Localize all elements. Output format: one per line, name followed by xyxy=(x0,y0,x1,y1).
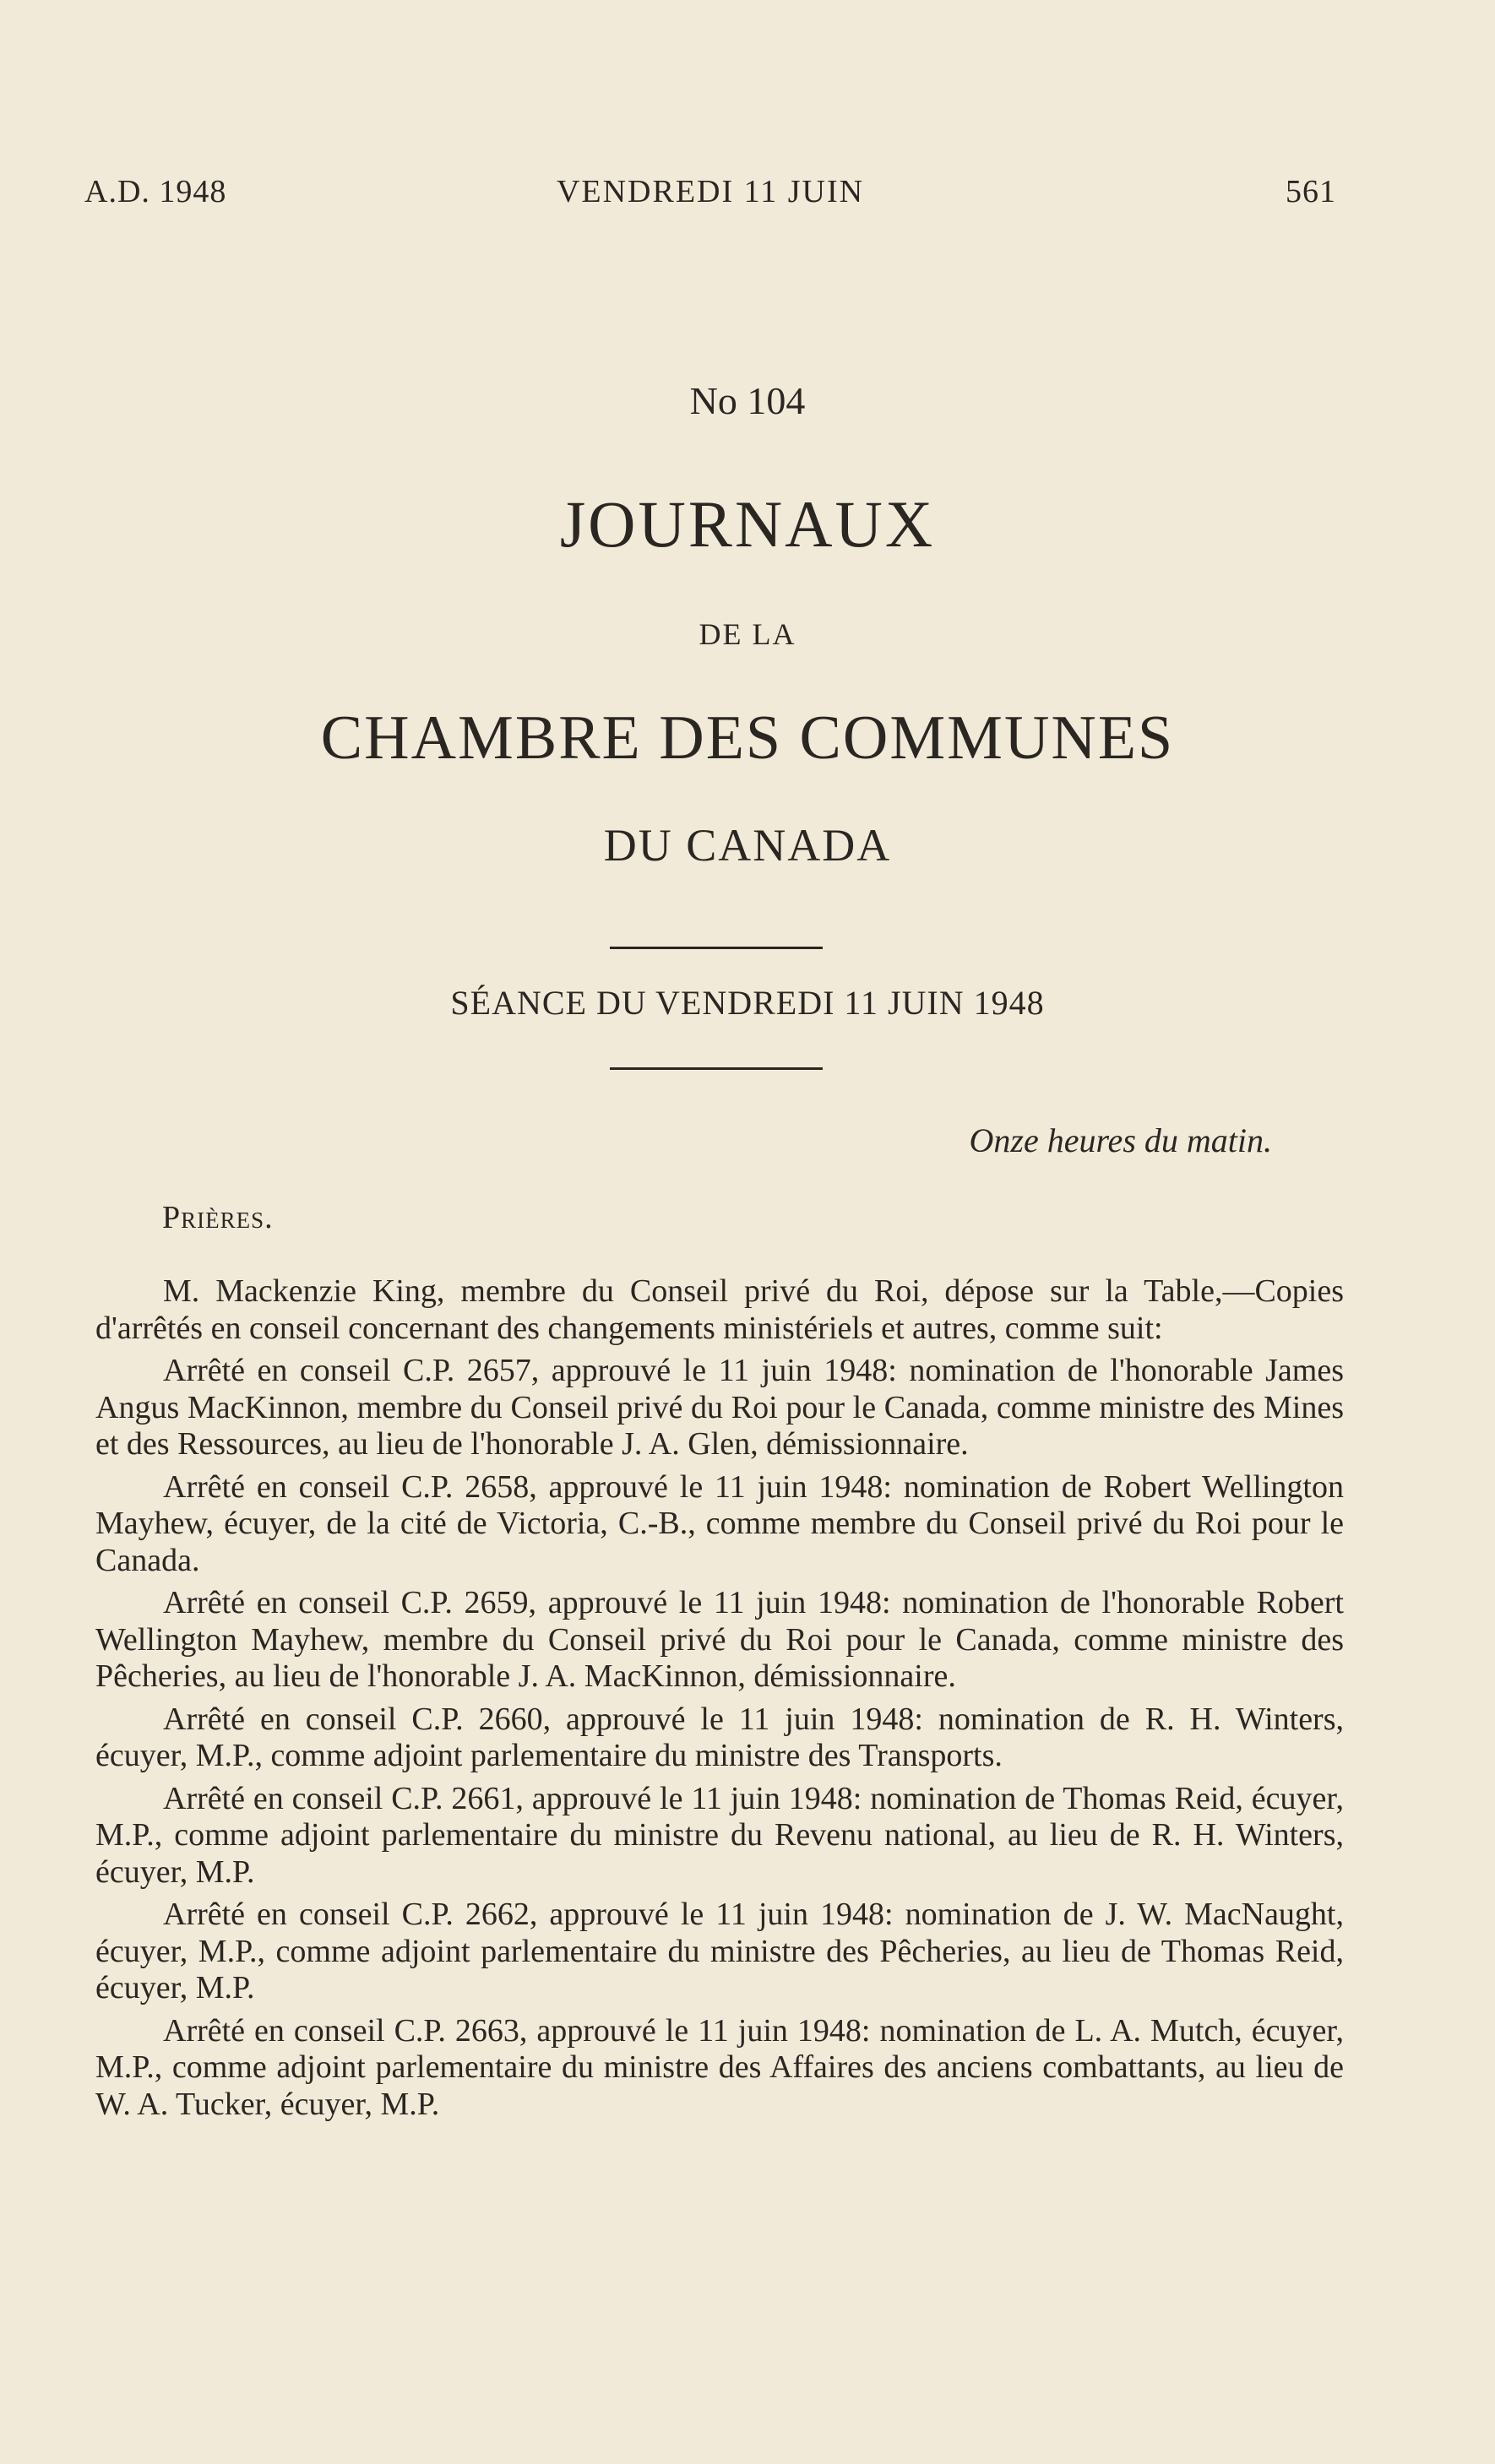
title-connector: DE LA xyxy=(699,617,796,651)
paragraph-order-2660: Arrêté en conseil C.P. 2660, approuvé le 11 juin 1948: nomination de R. H. Winters, écuyer, M.P., comme adjoint parlementaire du ministre des Transports. xyxy=(95,1701,1344,1773)
prayers-heading: Prières. xyxy=(162,1200,274,1235)
proceedings-body xyxy=(95,1273,1344,2123)
chamber-title: CHAMBRE DES COMMUNES xyxy=(320,703,1175,773)
divider-bottom xyxy=(610,1067,823,1070)
divider-top xyxy=(610,947,823,949)
paragraph-order-2661: Arrêté en conseil C.P. 2661, approuvé le 11 juin 1948: nomination de Thomas Reid, écuyer, M.P., comme adjoint parlementaire du ministre du Revenu national, au lieu de R. H. Winters, écuyer, M.P. xyxy=(95,1780,1344,1890)
session-heading: SÉANCE DU VENDREDI 11 JUIN 1948 xyxy=(450,984,1045,1022)
running-head-date: VENDREDI 11 JUIN xyxy=(556,174,865,209)
paragraph-tabling: M. Mackenzie King, membre du Conseil privé du Roi, dépose sur la Table,—Copies d'arrêtés en conseil concernant des changements ministériels et autres, comme suit: xyxy=(95,1273,1344,1346)
issue-number: No 104 xyxy=(689,379,806,422)
running-head xyxy=(84,173,1336,215)
journal-title: JOURNAUX xyxy=(559,487,936,561)
paragraph-order-2663: Arrêté en conseil C.P. 2663, approuvé le 11 juin 1948: nomination de L. A. Mutch, écuyer, M.P., comme adjoint parlementaire du ministre des Affaires des anciens combattants, au lieu de W. A. Tucker, écuyer, M.P. xyxy=(95,2012,1344,2122)
paragraph-order-2659: Arrêté en conseil C.P. 2659, approuvé le 11 juin 1948: nomination de l'honorable Robert Wellington Mayhew, membre du Conseil privé du Roi pour le Canada, comme ministre des Pêcheries, au lieu de l'honorable J. A. MacKinnon, démissionnaire. xyxy=(95,1585,1344,1694)
session-time: Onze heures du matin. xyxy=(969,1121,1272,1159)
page-number: 561 xyxy=(1286,174,1336,209)
country-title: DU CANADA xyxy=(603,820,892,871)
running-head-year: A.D. 1948 xyxy=(84,174,227,209)
paragraph-order-2658: Arrêté en conseil C.P. 2658, approuvé le 11 juin 1948: nomination de Robert Wellington Mayhew, écuyer, de la cité de Victoria, C.-B., comme membre du Conseil privé du Roi pour le Canada. xyxy=(95,1468,1344,1578)
paragraph-order-2657: Arrêté en conseil C.P. 2657, approuvé le 11 juin 1948: nomination de l'honorable James Angus MacKinnon, membre du Conseil privé du Roi pour le Canada, comme ministre des Mines et des Ressources, au lieu de l'honorable J. A. Glen, démissionnaire. xyxy=(95,1353,1344,1462)
paragraph-order-2662: Arrêté en conseil C.P. 2662, approuvé le 11 juin 1948: nomination de J. W. MacNaught, écuyer, M.P., comme adjoint parlementaire du ministre des Pêcheries, au lieu de Thomas Reid, écuyer, M.P. xyxy=(95,1897,1344,2005)
